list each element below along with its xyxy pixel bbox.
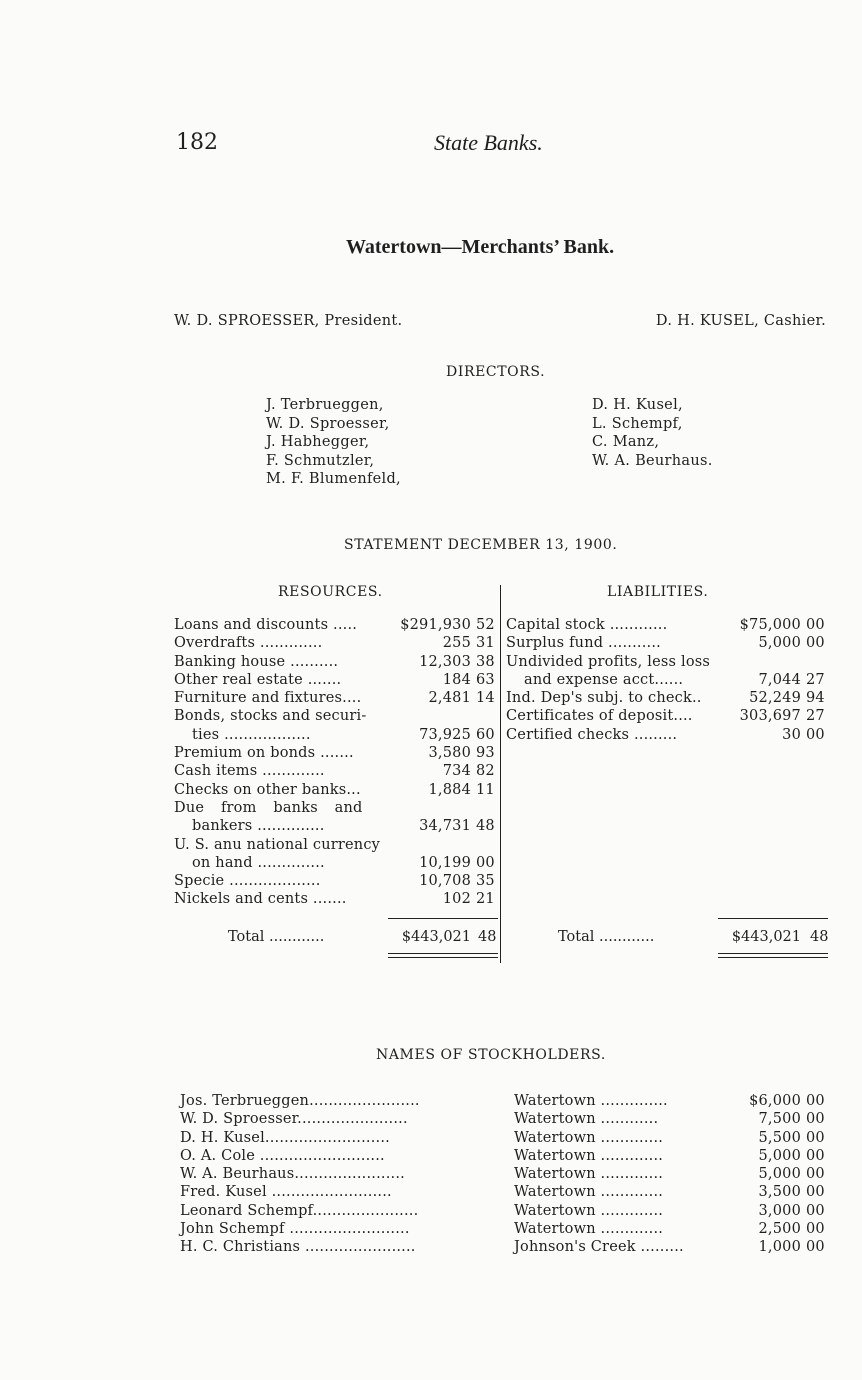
row-dollars: 303,697 — [739, 708, 801, 725]
row-label: Surplus fund ........... — [506, 635, 661, 652]
resources-sum-rule — [388, 918, 498, 919]
column-divider — [500, 585, 501, 963]
stockholder-town: Watertown .............. — [514, 1093, 668, 1109]
president-line: W. D. SPROESSER, President. — [174, 313, 403, 329]
stockholder-name: H. C. Christians ....................... — [180, 1239, 416, 1256]
row-label: Bonds, stocks and securi- — [174, 708, 367, 725]
stockholder-town: Watertown ............. — [514, 1129, 664, 1146]
director-name: D. H. Kusel, — [592, 397, 683, 413]
ledger-row — [506, 707, 830, 725]
stockholders-list — [180, 1092, 830, 1257]
stockholder-name: W. A. Beurhaus....................... — [180, 1166, 405, 1183]
ledger-row — [174, 653, 500, 671]
stockholder-cents: 00 — [806, 1093, 825, 1109]
stockholder-dollars: $6,000 — [749, 1093, 801, 1109]
ledger-row — [174, 817, 500, 835]
stockholder-dollars: 5,500 — [758, 1129, 801, 1146]
stockholder-town: Watertown ............. — [514, 1184, 664, 1201]
director-name: W. D. Sproesser, — [266, 415, 390, 432]
row-cents: 27 — [806, 671, 825, 688]
liabilities-sum-rule — [718, 918, 828, 919]
row-cents: 52 — [476, 617, 495, 633]
row-label: Premium on bonds ....... — [174, 745, 354, 762]
row-label: U. S. anu national currency — [174, 836, 381, 853]
row-dollars: 30 — [782, 726, 801, 743]
ledger-row — [174, 872, 500, 890]
row-label: ties .................. — [192, 726, 311, 743]
stockholder-town: Watertown ............. — [514, 1202, 664, 1219]
liabilities-ledger — [506, 616, 830, 744]
row-cents: 82 — [476, 763, 495, 780]
stockholder-cents: 00 — [806, 1221, 825, 1238]
director-name: C. Manz, — [592, 434, 660, 450]
resources-double-rule — [388, 953, 498, 958]
stockholder-row — [180, 1110, 830, 1128]
row-dollars: $291,930 — [400, 617, 471, 633]
row-dollars: 184 — [442, 671, 471, 688]
directors-right-column — [592, 396, 713, 470]
row-dollars: $75,000 — [739, 617, 801, 633]
stockholder-row — [180, 1092, 830, 1110]
ledger-row — [506, 616, 830, 634]
ledger-row — [506, 653, 830, 671]
ledger-row — [174, 836, 500, 854]
row-cents: 11 — [476, 781, 495, 798]
stockholder-name: Fred. Kusel ......................... — [180, 1184, 392, 1201]
stockholder-cents: 00 — [806, 1202, 825, 1219]
row-dollars: 1,884 — [428, 781, 471, 798]
row-cents: 94 — [806, 690, 825, 707]
stockholder-cents: 00 — [806, 1111, 825, 1128]
stockholders-heading: NAMES OF STOCKHOLDERS. — [376, 1047, 606, 1063]
directors-heading: DIRECTORS. — [446, 364, 546, 380]
stockholder-name: John Schempf ......................... — [180, 1221, 410, 1238]
stockholder-dollars: 3,500 — [758, 1184, 801, 1201]
director-name: W. A. Beurhaus. — [592, 452, 713, 469]
director-name: M. F. Blumenfeld, — [266, 471, 401, 487]
row-cents: 48 — [476, 818, 495, 835]
stockholder-dollars: 5,000 — [758, 1147, 801, 1164]
stockholder-row — [180, 1202, 830, 1220]
stockholder-cents: 00 — [806, 1147, 825, 1164]
row-label: Loans and discounts ..... — [174, 617, 358, 633]
row-dollars: 34,731 — [419, 818, 471, 835]
row-dollars: 102 — [442, 891, 471, 908]
row-dollars: 2,481 — [428, 690, 471, 707]
ledger-row — [174, 689, 500, 707]
row-label: Nickels and cents ....... — [174, 891, 347, 908]
director-name: L. Schempf, — [592, 415, 683, 432]
bank-title: Watertown—Merchants’ Bank. — [346, 236, 615, 258]
row-dollars: 73,925 — [419, 726, 471, 743]
row-label: Cash items ............. — [174, 763, 325, 780]
row-label: Undivided profits, less loss — [506, 653, 711, 670]
row-cents: 00 — [476, 854, 495, 871]
stockholder-town: Watertown ............. — [514, 1221, 664, 1238]
row-label: bankers .............. — [192, 818, 325, 835]
row-cents: 00 — [806, 726, 825, 743]
ledger-row — [506, 689, 830, 707]
stockholder-cents: 00 — [806, 1184, 825, 1201]
row-cents: 35 — [476, 873, 495, 890]
ledger-row — [174, 762, 500, 780]
row-label: Capital stock ............ — [506, 617, 668, 633]
stockholder-row — [180, 1238, 830, 1256]
row-label: on hand .............. — [192, 854, 325, 871]
ledger-row — [174, 634, 500, 652]
row-dollars: 255 — [442, 635, 471, 652]
liabilities-heading: LIABILITIES. — [607, 584, 709, 600]
liabilities-total-label: Total ............ — [558, 929, 655, 945]
directors-left-column — [266, 396, 401, 489]
ledger-row — [174, 781, 500, 799]
running-title: State Banks. — [434, 130, 543, 155]
row-label: Ind. Dep's subj. to check.. — [506, 690, 702, 707]
cashier-line: D. H. KUSEL, Cashier. — [655, 313, 826, 329]
stockholder-row — [180, 1220, 830, 1238]
stockholder-dollars: 2,500 — [758, 1221, 801, 1238]
liabilities-total-cents: 48 — [810, 929, 829, 945]
row-label: Checks on other banks... — [174, 781, 361, 798]
stockholder-dollars: 1,000 — [758, 1239, 801, 1256]
statement-heading: STATEMENT DECEMBER 13, 1900. — [344, 537, 618, 553]
row-cents: 21 — [476, 891, 495, 908]
row-cents: 93 — [476, 745, 495, 762]
stockholder-dollars: 3,000 — [758, 1202, 801, 1219]
ledger-row — [506, 634, 830, 652]
row-label: Certified checks ......... — [506, 726, 678, 743]
row-label: Other real estate ....... — [174, 671, 342, 688]
row-cents: 14 — [476, 690, 495, 707]
row-dollars: 3,580 — [428, 745, 471, 762]
row-dollars: 10,199 — [419, 854, 471, 871]
row-dollars: 12,303 — [419, 653, 471, 670]
stockholder-name: W. D. Sproesser....................... — [180, 1111, 408, 1128]
ledger-row — [506, 671, 830, 689]
stockholder-name: Jos. Terbrueggen....................... — [180, 1093, 420, 1109]
stockholder-dollars: 7,500 — [758, 1111, 801, 1128]
row-label: and expense acct...... — [524, 671, 684, 688]
stockholder-row — [180, 1183, 830, 1201]
stockholder-town: Johnson's Creek ......... — [514, 1239, 684, 1256]
row-cents: 60 — [476, 726, 495, 743]
resources-heading: RESOURCES. — [278, 584, 383, 600]
resources-total-dollars: $443,021 — [401, 929, 471, 945]
page-number: 182 — [176, 130, 218, 155]
row-dollars: 734 — [442, 763, 471, 780]
row-label: Overdrafts ............. — [174, 635, 323, 652]
row-dollars: 5,000 — [758, 635, 801, 652]
row-cents: 00 — [806, 617, 825, 633]
stockholder-town: Watertown ............. — [514, 1166, 664, 1183]
row-dollars: 10,708 — [419, 873, 471, 890]
stockholder-name: O. A. Cole .......................... — [180, 1147, 385, 1164]
ledger-row — [174, 799, 500, 817]
director-name: J. Terbrueggen, — [266, 397, 384, 413]
row-cents: 63 — [476, 671, 495, 688]
row-dollars: 52,249 — [749, 690, 801, 707]
stockholder-town: Watertown ............ — [514, 1111, 659, 1128]
stockholder-town: Watertown ............. — [514, 1147, 664, 1164]
row-label: Specie ................... — [174, 873, 321, 890]
row-cents: 27 — [806, 708, 825, 725]
stockholder-name: Leonard Schempf...................... — [180, 1202, 419, 1219]
director-name: J. Habhegger, — [266, 434, 370, 450]
stockholder-cents: 00 — [806, 1166, 825, 1183]
row-label: Due from banks and — [174, 799, 363, 816]
stockholder-name: D. H. Kusel.......................... — [180, 1129, 390, 1146]
ledger-row — [174, 744, 500, 762]
ledger-row — [174, 671, 500, 689]
resources-ledger — [174, 616, 500, 909]
stockholder-cents: 00 — [806, 1239, 825, 1256]
stockholder-cents: 00 — [806, 1129, 825, 1146]
row-cents: 31 — [476, 635, 495, 652]
liabilities-total-dollars: $443,021 — [731, 929, 801, 945]
row-cents: 00 — [806, 635, 825, 652]
row-cents: 38 — [476, 653, 495, 670]
stockholder-row — [180, 1147, 830, 1165]
resources-total-cents: 48 — [478, 929, 497, 945]
row-dollars: 7,044 — [758, 671, 801, 688]
liabilities-double-rule — [718, 953, 828, 958]
stockholder-row — [180, 1165, 830, 1183]
row-label: Certificates of deposit.... — [506, 708, 693, 725]
director-name: F. Schmutzler, — [266, 452, 375, 469]
resources-total-label: Total ............ — [228, 929, 325, 945]
ledger-row — [174, 616, 500, 634]
stockholder-dollars: 5,000 — [758, 1166, 801, 1183]
ledger-row — [506, 726, 830, 744]
ledger-row — [174, 726, 500, 744]
stockholder-row — [180, 1129, 830, 1147]
row-label: Banking house .......... — [174, 653, 339, 670]
ledger-row — [174, 854, 500, 872]
row-label: Furniture and fixtures.... — [174, 690, 362, 707]
ledger-row — [174, 707, 500, 725]
ledger-row — [174, 890, 500, 908]
